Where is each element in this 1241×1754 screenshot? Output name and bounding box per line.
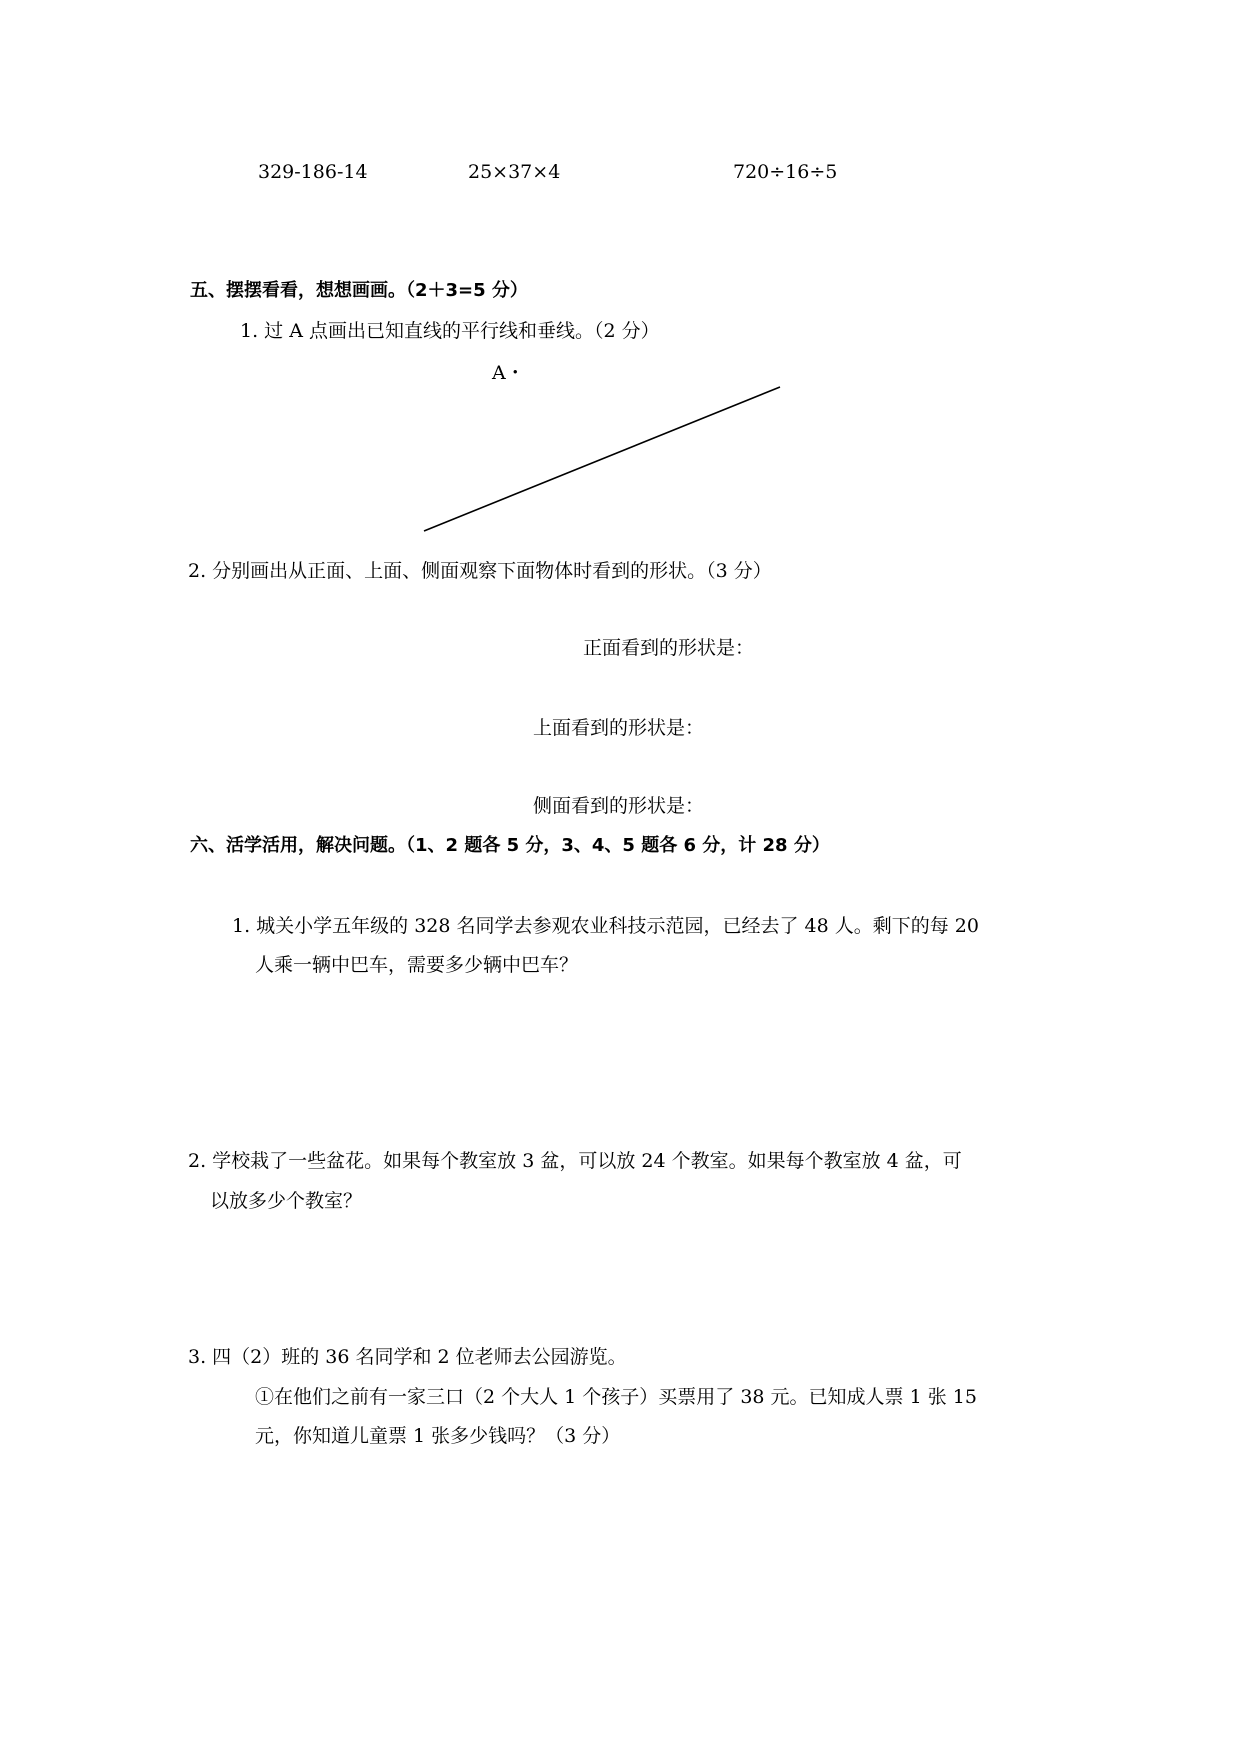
front-view-label: 正面看到的形状是：: [583, 637, 755, 659]
calc-expression-2: 25×37×4: [468, 161, 561, 183]
section6-question-3-sub1-line-2: 元，你知道儿童票 1 张多少钱吗？（3 分）: [255, 1425, 621, 1447]
section5-heading: 五、摆摆看看，想想画画。（2＋3=5 分）: [190, 280, 528, 301]
section6-heading: 六、活学活用，解决问题。（1、2 题各 5 分，3、4、5 题各 6 分，计 28 分）: [190, 835, 830, 856]
section6-question-2-line-2: 以放多少个教室？: [210, 1190, 363, 1212]
section6-question-1-line-2: 人乘一辆中巴车，需要多少辆中巴车？: [255, 954, 579, 976]
calc-expression-1: 329-186-14: [258, 161, 368, 183]
section6-question-2-line-1: 2. 学校栽了一些盆花。如果每个教室放 3 盆，可以放 24 个教室。如果每个教室放 4 盆，可: [188, 1150, 962, 1172]
top-view-label: 上面看到的形状是：: [533, 717, 705, 739]
section6-question-1-line-1: 1. 城关小学五年级的 328 名同学去参观农业科技示范园，已经去了 48 人。剩下的每 20: [232, 915, 979, 937]
point-a-label: A・: [492, 362, 525, 384]
given-line: [424, 387, 780, 531]
section6-question-3-intro: 3. 四（2）班的 36 名同学和 2 位老师去公园游览。: [188, 1346, 627, 1368]
section6-question-3-sub1-line-1: ①在他们之前有一家三口（2 个大人 1 个孩子）买票用了 38 元。已知成人票 1 张 15: [255, 1386, 977, 1408]
section5-question-1: 1. 过 A 点画出已知直线的平行线和垂线。（2 分）: [240, 320, 660, 342]
side-view-label: 侧面看到的形状是：: [533, 795, 705, 817]
calc-expression-3: 720÷16÷5: [733, 161, 838, 183]
section5-question-2: 2. 分别画出从正面、上面、侧面观察下面物体时看到的形状。（3 分）: [188, 560, 772, 582]
